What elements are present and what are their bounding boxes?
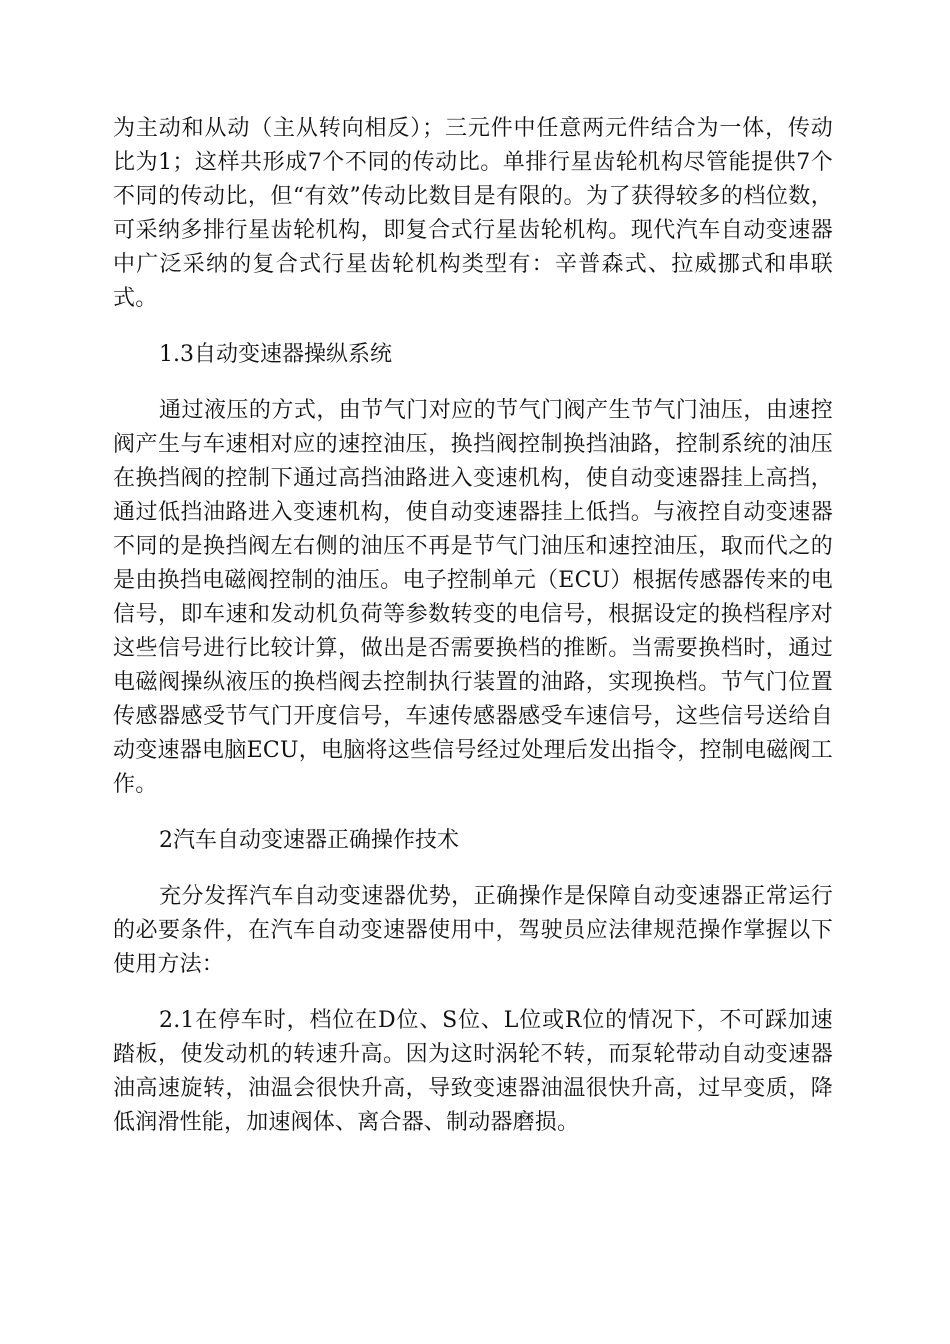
section-heading-1-3: 1.3自动变速器操纵系统	[159, 342, 392, 367]
paragraph-spacer	[113, 982, 833, 1004]
paragraph-spacer	[113, 372, 833, 394]
section-heading-2: 2汽车自动变速器正确操作技术	[159, 828, 459, 853]
paragraph-spacer	[113, 316, 833, 338]
paragraph-operation-intro: 充分发挥汽车自动变速器优势，正确操作是保障自动变速器正常运行的必要条件，在汽车自动变速器使用中，驾驶员应法律规范操作掌握以下使用方法：	[113, 884, 833, 977]
paragraph-spacer	[113, 802, 833, 824]
document-page	[113, 112, 833, 1140]
paragraph-spacer	[113, 858, 833, 880]
paragraph-control-system: 通过液压的方式，由节气门对应的节气门阀产生节气门油压，由速控阀产生与车速相对应的速控油压，换挡阀控制换挡油路，控制系统的油压在换挡阀的控制下通过高挡油路进入变速机构，使自动变速器挂上高挡，通过低挡油路进入变速机构，使自动变速器挂上低挡。与液控自动变速器不同的是换挡阀左右侧的油压不再是节气门油压和速控油压，取而代之的是由换挡电磁阀控制的油压。电子控制单元（ECU）根据传感器传来的电信号，即车速和发动机负荷等参数转变的电信号，根据设定的换档程序对这些信号进行比较计算，做出是否需要换档的推断。当需要换档时，通过电磁阀操纵液压的换档阀去控制执行装置的油路，实现换档。节气门位置传感器感受节气门开度信号，车速传感器感受车速信号，这些信号送给自动变速器电脑ECU，电脑将这些信号经过处理后发出指令，控制电磁阀工作。	[113, 398, 833, 797]
paragraph-planetary-gear: 为主动和从动（主从转向相反）；三元件中任意两元件结合为一体，传动比为1；这样共形成7个不同的传动比。单排行星齿轮机构尽管能提供7个不同的传动比，但“有效”传动比数目是有限的。为了获得较多的档位数，可采纳多排行星齿轮机构，即复合式行星齿轮机构。现代汽车自动变速器中广泛采纳的复合式行星齿轮机构类型有：辛普森式、拉威挪式和串联式。	[113, 116, 833, 311]
paragraph-2-1-parking: 2.1在停车时，档位在D位、S位、L位或R位的情况下，不可踩加速踏板，使发动机的转速升高。因为这时涡轮不转，而泵轮带动自动变速器油高速旋转，油温会很快升高，导致变速器油温很快升高，过早变质，降低润滑性能，加速阀体、离合器、制动器磨损。	[113, 1008, 833, 1135]
